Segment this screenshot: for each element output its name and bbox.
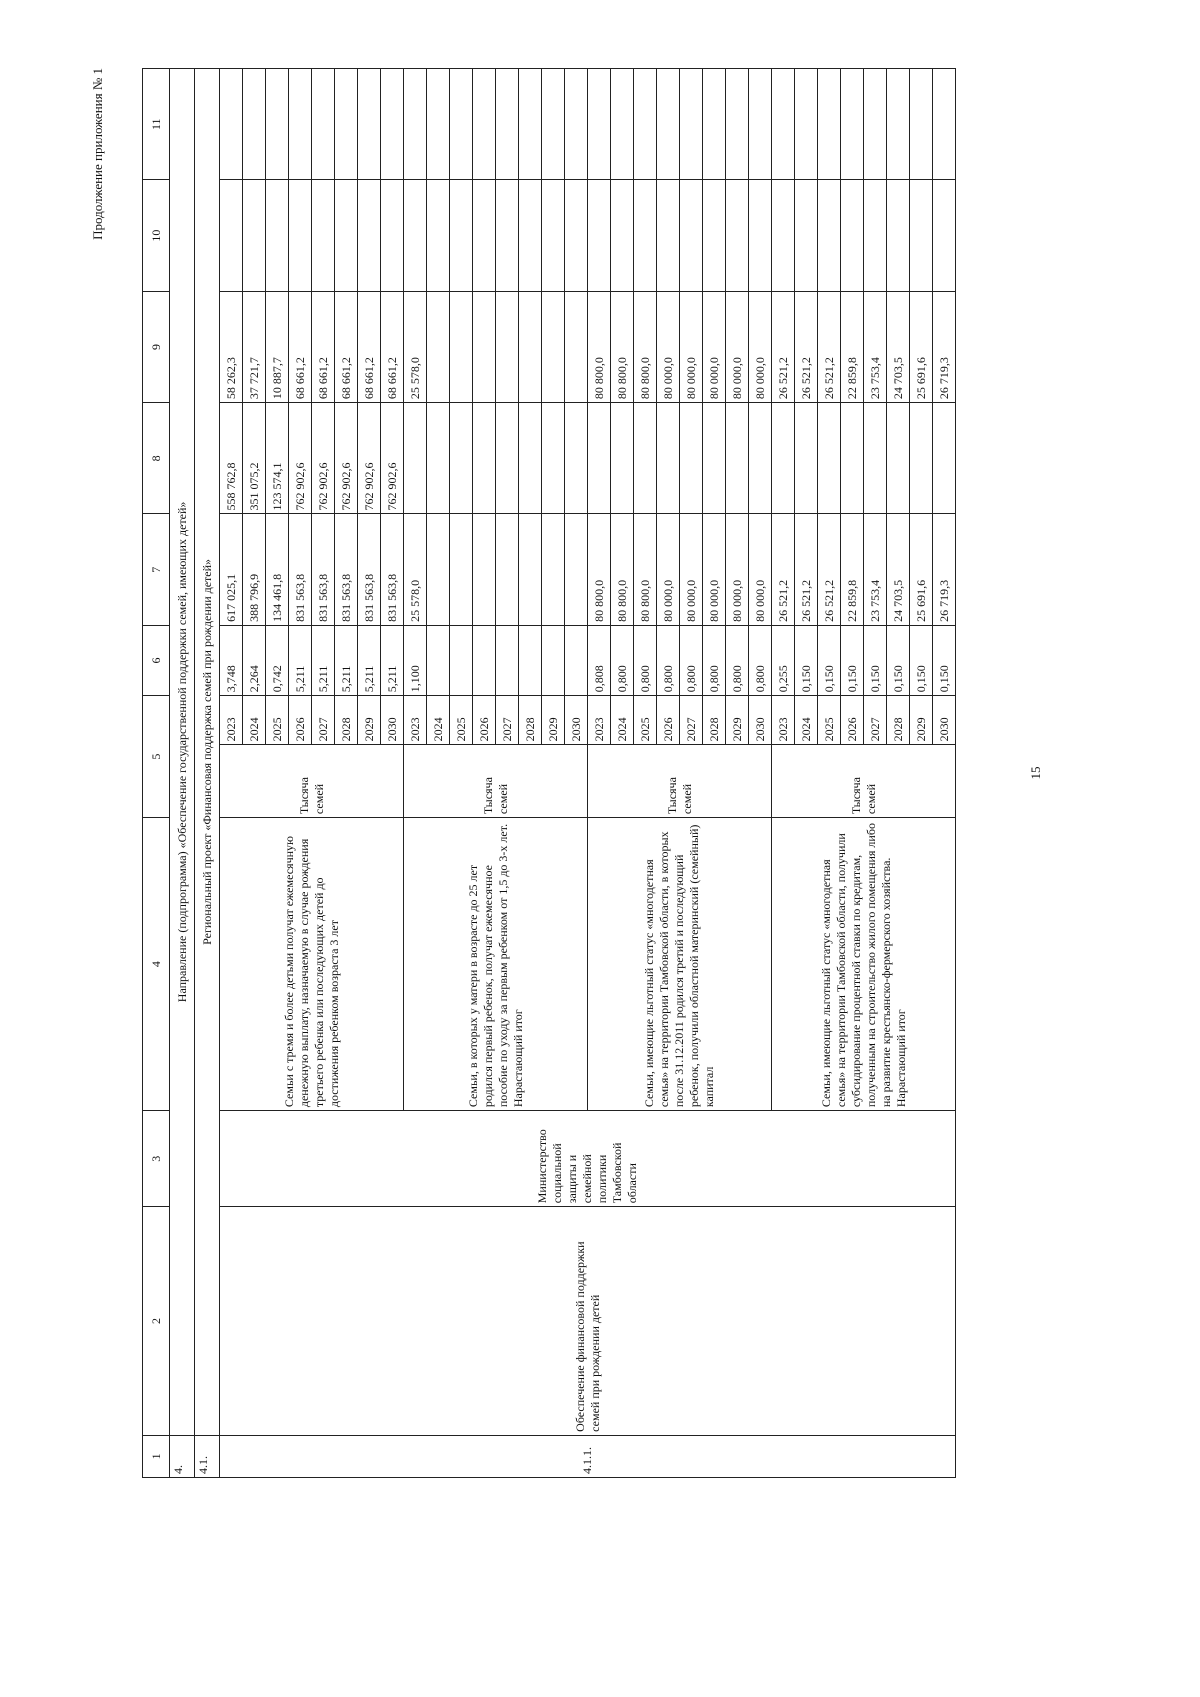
value-cell-c8: 558 762,8 bbox=[220, 403, 243, 514]
col-header-8: 8 bbox=[143, 403, 170, 514]
continuation-note: Продолжение приложения № 1 bbox=[90, 68, 105, 240]
value-cell-c9: 68 661,2 bbox=[335, 291, 358, 402]
value-cell-c10 bbox=[266, 180, 289, 291]
year-cell: 2025 bbox=[634, 696, 657, 745]
value-cell-c7: 25 578,0 bbox=[404, 514, 427, 625]
value-cell-c10 bbox=[496, 180, 519, 291]
value-cell-c6: 5,211 bbox=[358, 625, 381, 695]
value-cell-c6 bbox=[473, 625, 496, 695]
value-cell-c10 bbox=[657, 180, 680, 291]
value-cell-c8: 762 902,6 bbox=[312, 403, 335, 514]
col-header-7: 7 bbox=[143, 514, 170, 625]
year-cell: 2023 bbox=[588, 696, 611, 745]
value-cell-c8 bbox=[427, 403, 450, 514]
year-cell: 2023 bbox=[404, 696, 427, 745]
value-cell-c8 bbox=[772, 403, 795, 514]
indicator-unit: Тысяча семей bbox=[588, 745, 772, 818]
value-cell-c11 bbox=[887, 69, 910, 180]
year-cell: 2026 bbox=[657, 696, 680, 745]
value-cell-c6 bbox=[565, 625, 588, 695]
value-cell-c11 bbox=[588, 69, 611, 180]
program-table bbox=[142, 68, 956, 1478]
value-cell-c9: 37 721,7 bbox=[243, 291, 266, 402]
col-header-2: 2 bbox=[143, 1207, 170, 1436]
value-cell-c7: 831 563,8 bbox=[312, 514, 335, 625]
value-cell-c10 bbox=[335, 180, 358, 291]
value-cell-c7: 24 703,5 bbox=[887, 514, 910, 625]
value-cell-c10 bbox=[910, 180, 933, 291]
value-cell-c10 bbox=[243, 180, 266, 291]
value-cell-c10 bbox=[473, 180, 496, 291]
value-cell-c9 bbox=[496, 291, 519, 402]
col-header-6: 6 bbox=[143, 625, 170, 695]
value-cell-c8 bbox=[933, 403, 956, 514]
value-cell-c7: 80 000,0 bbox=[726, 514, 749, 625]
value-cell-c7 bbox=[542, 514, 565, 625]
direction-row bbox=[170, 69, 195, 1478]
value-cell-c9: 58 262,3 bbox=[220, 291, 243, 402]
value-cell-c7: 831 563,8 bbox=[381, 514, 404, 625]
value-cell-c10 bbox=[289, 180, 312, 291]
value-cell-c6: 0,800 bbox=[726, 625, 749, 695]
value-cell-c7: 80 800,0 bbox=[634, 514, 657, 625]
year-cell: 2024 bbox=[611, 696, 634, 745]
col-header-11: 11 bbox=[143, 69, 170, 180]
value-cell-c10 bbox=[519, 180, 542, 291]
value-cell-c10 bbox=[404, 180, 427, 291]
value-cell-c10 bbox=[795, 180, 818, 291]
value-cell-c9 bbox=[473, 291, 496, 402]
value-cell-c8: 123 574,1 bbox=[266, 403, 289, 514]
value-cell-c8 bbox=[841, 403, 864, 514]
value-cell-c8 bbox=[404, 403, 427, 514]
indicator-name: Семьи, имеющие льготный статус «многодетная семья» на территории Тамбовской области, в которых после 31.12.2011 родился третий и последующий ребенок, получили областной материнский (семейный) капитал bbox=[588, 818, 772, 1111]
value-cell-c9: 80 800,0 bbox=[634, 291, 657, 402]
value-cell-c11 bbox=[657, 69, 680, 180]
value-cell-c9: 25 691,6 bbox=[910, 291, 933, 402]
indicator-name: Семьи с тремя и более детьми получат ежемесячную денежную выплату, назначаемую в случае рождения третьего ребенка или последующих детей до достижения ребенком возраста 3 лет bbox=[220, 818, 404, 1111]
value-cell-c7: 80 000,0 bbox=[703, 514, 726, 625]
col-header-1: 1 bbox=[143, 1435, 170, 1477]
measure-executor: Министерство социальной защиты и семейной политики Тамбовской области bbox=[220, 1111, 956, 1207]
value-cell-c8 bbox=[726, 403, 749, 514]
column-number-row bbox=[143, 69, 170, 1478]
year-cell: 2030 bbox=[381, 696, 404, 745]
value-cell-c6 bbox=[496, 625, 519, 695]
value-cell-c11 bbox=[864, 69, 887, 180]
value-cell-c11 bbox=[542, 69, 565, 180]
value-cell-c9: 80 000,0 bbox=[680, 291, 703, 402]
value-cell-c10 bbox=[933, 180, 956, 291]
year-cell: 2029 bbox=[910, 696, 933, 745]
value-cell-c7 bbox=[473, 514, 496, 625]
year-cell: 2028 bbox=[519, 696, 542, 745]
value-cell-c9: 25 578,0 bbox=[404, 291, 427, 402]
value-cell-c9 bbox=[519, 291, 542, 402]
value-cell-c7 bbox=[519, 514, 542, 625]
value-cell-c8 bbox=[887, 403, 910, 514]
value-cell-c9: 68 661,2 bbox=[312, 291, 335, 402]
year-cell: 2024 bbox=[427, 696, 450, 745]
value-cell-c9: 68 661,2 bbox=[289, 291, 312, 402]
value-cell-c7: 80 800,0 bbox=[588, 514, 611, 625]
year-cell: 2027 bbox=[496, 696, 519, 745]
value-cell-c10 bbox=[427, 180, 450, 291]
value-cell-c7: 26 521,2 bbox=[818, 514, 841, 625]
year-cell: 2029 bbox=[542, 696, 565, 745]
year-cell: 2026 bbox=[289, 696, 312, 745]
value-cell-c6: 2,264 bbox=[243, 625, 266, 695]
value-cell-c7: 80 000,0 bbox=[749, 514, 772, 625]
value-cell-c11 bbox=[404, 69, 427, 180]
measure-name: Обеспечение финансовой поддержки семей при рождении детей bbox=[220, 1207, 956, 1436]
value-cell-c11 bbox=[381, 69, 404, 180]
year-cell: 2028 bbox=[335, 696, 358, 745]
year-cell: 2030 bbox=[933, 696, 956, 745]
value-cell-c8 bbox=[703, 403, 726, 514]
year-cell: 2027 bbox=[312, 696, 335, 745]
value-cell-c9: 24 703,5 bbox=[887, 291, 910, 402]
value-cell-c7: 617 025,1 bbox=[220, 514, 243, 625]
value-cell-c11 bbox=[611, 69, 634, 180]
year-cell: 2030 bbox=[565, 696, 588, 745]
value-cell-c8: 762 902,6 bbox=[289, 403, 312, 514]
value-cell-c10 bbox=[358, 180, 381, 291]
year-cell: 2030 bbox=[749, 696, 772, 745]
value-cell-c6: 5,211 bbox=[289, 625, 312, 695]
value-cell-c6: 1,100 bbox=[404, 625, 427, 695]
year-cell: 2024 bbox=[795, 696, 818, 745]
value-cell-c10 bbox=[703, 180, 726, 291]
col-header-3: 3 bbox=[143, 1111, 170, 1207]
value-cell-c6: 5,211 bbox=[381, 625, 404, 695]
value-cell-c6: 3,748 bbox=[220, 625, 243, 695]
indicator-unit: Тысяча семей bbox=[220, 745, 404, 818]
value-cell-c6: 5,211 bbox=[335, 625, 358, 695]
value-cell-c11 bbox=[726, 69, 749, 180]
value-cell-c10 bbox=[312, 180, 335, 291]
indicator-name: Семьи, в которых у матери в возрасте до 25 лет родился первый ребенок, получат ежемесячное пособие по уходу за первым ребенком от 1,5 до 3-х лет. Нарастающий итог bbox=[404, 818, 588, 1111]
value-cell-c9: 80 000,0 bbox=[703, 291, 726, 402]
value-cell-c6: 0,800 bbox=[749, 625, 772, 695]
year-cell: 2024 bbox=[243, 696, 266, 745]
year-cell: 2028 bbox=[703, 696, 726, 745]
value-cell-c6: 0,742 bbox=[266, 625, 289, 695]
value-cell-c9: 80 000,0 bbox=[749, 291, 772, 402]
value-cell-c6: 0,255 bbox=[772, 625, 795, 695]
value-cell-c9 bbox=[565, 291, 588, 402]
value-cell-c10 bbox=[542, 180, 565, 291]
value-cell-c6: 0,800 bbox=[680, 625, 703, 695]
col-header-9: 9 bbox=[143, 291, 170, 402]
indicator-unit: Тысяча семей bbox=[404, 745, 588, 818]
value-cell-c9: 80 000,0 bbox=[726, 291, 749, 402]
value-cell-c8 bbox=[519, 403, 542, 514]
table-row bbox=[220, 69, 243, 1478]
value-cell-c9: 26 521,2 bbox=[818, 291, 841, 402]
indicator-unit: Тысяча семей bbox=[772, 745, 956, 818]
value-cell-c7: 26 521,2 bbox=[772, 514, 795, 625]
direction-title: Направление (подпрограмма) «Обеспечение государственной поддержки семей, имеющих детей» bbox=[170, 69, 195, 1436]
rotated-sheet bbox=[90, 68, 1052, 1478]
year-cell: 2023 bbox=[772, 696, 795, 745]
value-cell-c6: 0,150 bbox=[910, 625, 933, 695]
value-cell-c7: 831 563,8 bbox=[358, 514, 381, 625]
value-cell-c8 bbox=[749, 403, 772, 514]
value-cell-c7 bbox=[450, 514, 473, 625]
project-title: Региональный проект «Финансовая поддержка семей при рождении детей» bbox=[195, 69, 220, 1436]
value-cell-c6 bbox=[450, 625, 473, 695]
value-cell-c9: 80 800,0 bbox=[611, 291, 634, 402]
value-cell-c11 bbox=[427, 69, 450, 180]
value-cell-c7: 134 461,8 bbox=[266, 514, 289, 625]
value-cell-c11 bbox=[818, 69, 841, 180]
value-cell-c8 bbox=[588, 403, 611, 514]
value-cell-c11 bbox=[450, 69, 473, 180]
value-cell-c9: 10 887,7 bbox=[266, 291, 289, 402]
indicator-name: Семьи, имеющие льготный статус «многодетная семья» на территории Тамбовской области, получили субсидирование процентной ставки по кредитам, полученным на строительство жилого помещения либо на развитие крестьянско-фермерского хозяйства. Нарастающий итог bbox=[772, 818, 956, 1111]
value-cell-c8 bbox=[565, 403, 588, 514]
value-cell-c11 bbox=[703, 69, 726, 180]
value-cell-c6: 0,150 bbox=[818, 625, 841, 695]
value-cell-c6: 0,800 bbox=[611, 625, 634, 695]
direction-number: 4. bbox=[170, 1435, 195, 1477]
value-cell-c6: 0,150 bbox=[841, 625, 864, 695]
value-cell-c8 bbox=[680, 403, 703, 514]
value-cell-c8 bbox=[473, 403, 496, 514]
value-cell-c9: 68 661,2 bbox=[381, 291, 404, 402]
value-cell-c10 bbox=[864, 180, 887, 291]
value-cell-c8 bbox=[542, 403, 565, 514]
year-cell: 2023 bbox=[220, 696, 243, 745]
value-cell-c10 bbox=[220, 180, 243, 291]
value-cell-c6: 0,800 bbox=[657, 625, 680, 695]
col-header-10: 10 bbox=[143, 180, 170, 291]
value-cell-c9: 68 661,2 bbox=[358, 291, 381, 402]
value-cell-c7: 80 000,0 bbox=[657, 514, 680, 625]
value-cell-c10 bbox=[841, 180, 864, 291]
year-cell: 2026 bbox=[841, 696, 864, 745]
value-cell-c8 bbox=[496, 403, 519, 514]
year-cell: 2027 bbox=[680, 696, 703, 745]
value-cell-c7 bbox=[496, 514, 519, 625]
value-cell-c10 bbox=[588, 180, 611, 291]
value-cell-c11 bbox=[335, 69, 358, 180]
value-cell-c6: 0,800 bbox=[703, 625, 726, 695]
value-cell-c7: 388 796,9 bbox=[243, 514, 266, 625]
value-cell-c10 bbox=[634, 180, 657, 291]
value-cell-c8 bbox=[910, 403, 933, 514]
value-cell-c8: 762 902,6 bbox=[335, 403, 358, 514]
measure-number: 4.1.1. bbox=[220, 1435, 956, 1477]
value-cell-c10 bbox=[450, 180, 473, 291]
value-cell-c11 bbox=[749, 69, 772, 180]
value-cell-c8 bbox=[795, 403, 818, 514]
year-cell: 2026 bbox=[473, 696, 496, 745]
value-cell-c6 bbox=[519, 625, 542, 695]
value-cell-c10 bbox=[818, 180, 841, 291]
value-cell-c7: 80 000,0 bbox=[680, 514, 703, 625]
value-cell-c8 bbox=[657, 403, 680, 514]
year-cell: 2028 bbox=[887, 696, 910, 745]
value-cell-c11 bbox=[841, 69, 864, 180]
value-cell-c10 bbox=[749, 180, 772, 291]
value-cell-c10 bbox=[726, 180, 749, 291]
value-cell-c7: 25 691,6 bbox=[910, 514, 933, 625]
value-cell-c11 bbox=[565, 69, 588, 180]
value-cell-c11 bbox=[795, 69, 818, 180]
value-cell-c8: 351 075,2 bbox=[243, 403, 266, 514]
value-cell-c6: 5,211 bbox=[312, 625, 335, 695]
value-cell-c8: 762 902,6 bbox=[381, 403, 404, 514]
year-cell: 2029 bbox=[358, 696, 381, 745]
value-cell-c7: 26 719,3 bbox=[933, 514, 956, 625]
value-cell-c8 bbox=[611, 403, 634, 514]
value-cell-c6: 0,800 bbox=[634, 625, 657, 695]
year-cell: 2025 bbox=[818, 696, 841, 745]
value-cell-c11 bbox=[634, 69, 657, 180]
value-cell-c7: 26 521,2 bbox=[795, 514, 818, 625]
value-cell-c9: 80 800,0 bbox=[588, 291, 611, 402]
col-header-5: 5 bbox=[143, 696, 170, 818]
value-cell-c6 bbox=[427, 625, 450, 695]
year-cell: 2025 bbox=[266, 696, 289, 745]
value-cell-c8 bbox=[818, 403, 841, 514]
year-cell: 2025 bbox=[450, 696, 473, 745]
value-cell-c11 bbox=[289, 69, 312, 180]
value-cell-c11 bbox=[220, 69, 243, 180]
value-cell-c8 bbox=[450, 403, 473, 514]
col-header-4: 4 bbox=[143, 818, 170, 1111]
value-cell-c7: 22 859,8 bbox=[841, 514, 864, 625]
value-cell-c9 bbox=[427, 291, 450, 402]
value-cell-c8 bbox=[864, 403, 887, 514]
value-cell-c6: 0,808 bbox=[588, 625, 611, 695]
value-cell-c11 bbox=[312, 69, 335, 180]
value-cell-c10 bbox=[680, 180, 703, 291]
value-cell-c6: 0,150 bbox=[795, 625, 818, 695]
value-cell-c10 bbox=[611, 180, 634, 291]
value-cell-c7: 23 753,4 bbox=[864, 514, 887, 625]
value-cell-c9: 23 753,4 bbox=[864, 291, 887, 402]
value-cell-c9: 22 859,8 bbox=[841, 291, 864, 402]
year-cell: 2029 bbox=[726, 696, 749, 745]
value-cell-c7: 831 563,8 bbox=[335, 514, 358, 625]
value-cell-c11 bbox=[266, 69, 289, 180]
value-cell-c11 bbox=[933, 69, 956, 180]
value-cell-c11 bbox=[496, 69, 519, 180]
value-cell-c9: 26 521,2 bbox=[772, 291, 795, 402]
value-cell-c9: 80 000,0 bbox=[657, 291, 680, 402]
value-cell-c9: 26 719,3 bbox=[933, 291, 956, 402]
value-cell-c7: 80 800,0 bbox=[611, 514, 634, 625]
value-cell-c8: 762 902,6 bbox=[358, 403, 381, 514]
value-cell-c6: 0,150 bbox=[933, 625, 956, 695]
value-cell-c9 bbox=[450, 291, 473, 402]
value-cell-c9: 26 521,2 bbox=[795, 291, 818, 402]
value-cell-c9 bbox=[542, 291, 565, 402]
value-cell-c11 bbox=[772, 69, 795, 180]
value-cell-c11 bbox=[519, 69, 542, 180]
value-cell-c7: 831 563,8 bbox=[289, 514, 312, 625]
value-cell-c11 bbox=[473, 69, 496, 180]
value-cell-c11 bbox=[910, 69, 933, 180]
value-cell-c8 bbox=[634, 403, 657, 514]
value-cell-c10 bbox=[565, 180, 588, 291]
value-cell-c6 bbox=[542, 625, 565, 695]
value-cell-c10 bbox=[381, 180, 404, 291]
year-cell: 2027 bbox=[864, 696, 887, 745]
value-cell-c7 bbox=[427, 514, 450, 625]
value-cell-c11 bbox=[358, 69, 381, 180]
value-cell-c10 bbox=[887, 180, 910, 291]
value-cell-c6: 0,150 bbox=[887, 625, 910, 695]
page-number: 15 bbox=[1028, 766, 1043, 780]
project-number: 4.1. bbox=[195, 1435, 220, 1477]
value-cell-c6: 0,150 bbox=[864, 625, 887, 695]
value-cell-c11 bbox=[243, 69, 266, 180]
value-cell-c7 bbox=[565, 514, 588, 625]
project-row bbox=[195, 69, 220, 1478]
value-cell-c11 bbox=[680, 69, 703, 180]
value-cell-c10 bbox=[772, 180, 795, 291]
